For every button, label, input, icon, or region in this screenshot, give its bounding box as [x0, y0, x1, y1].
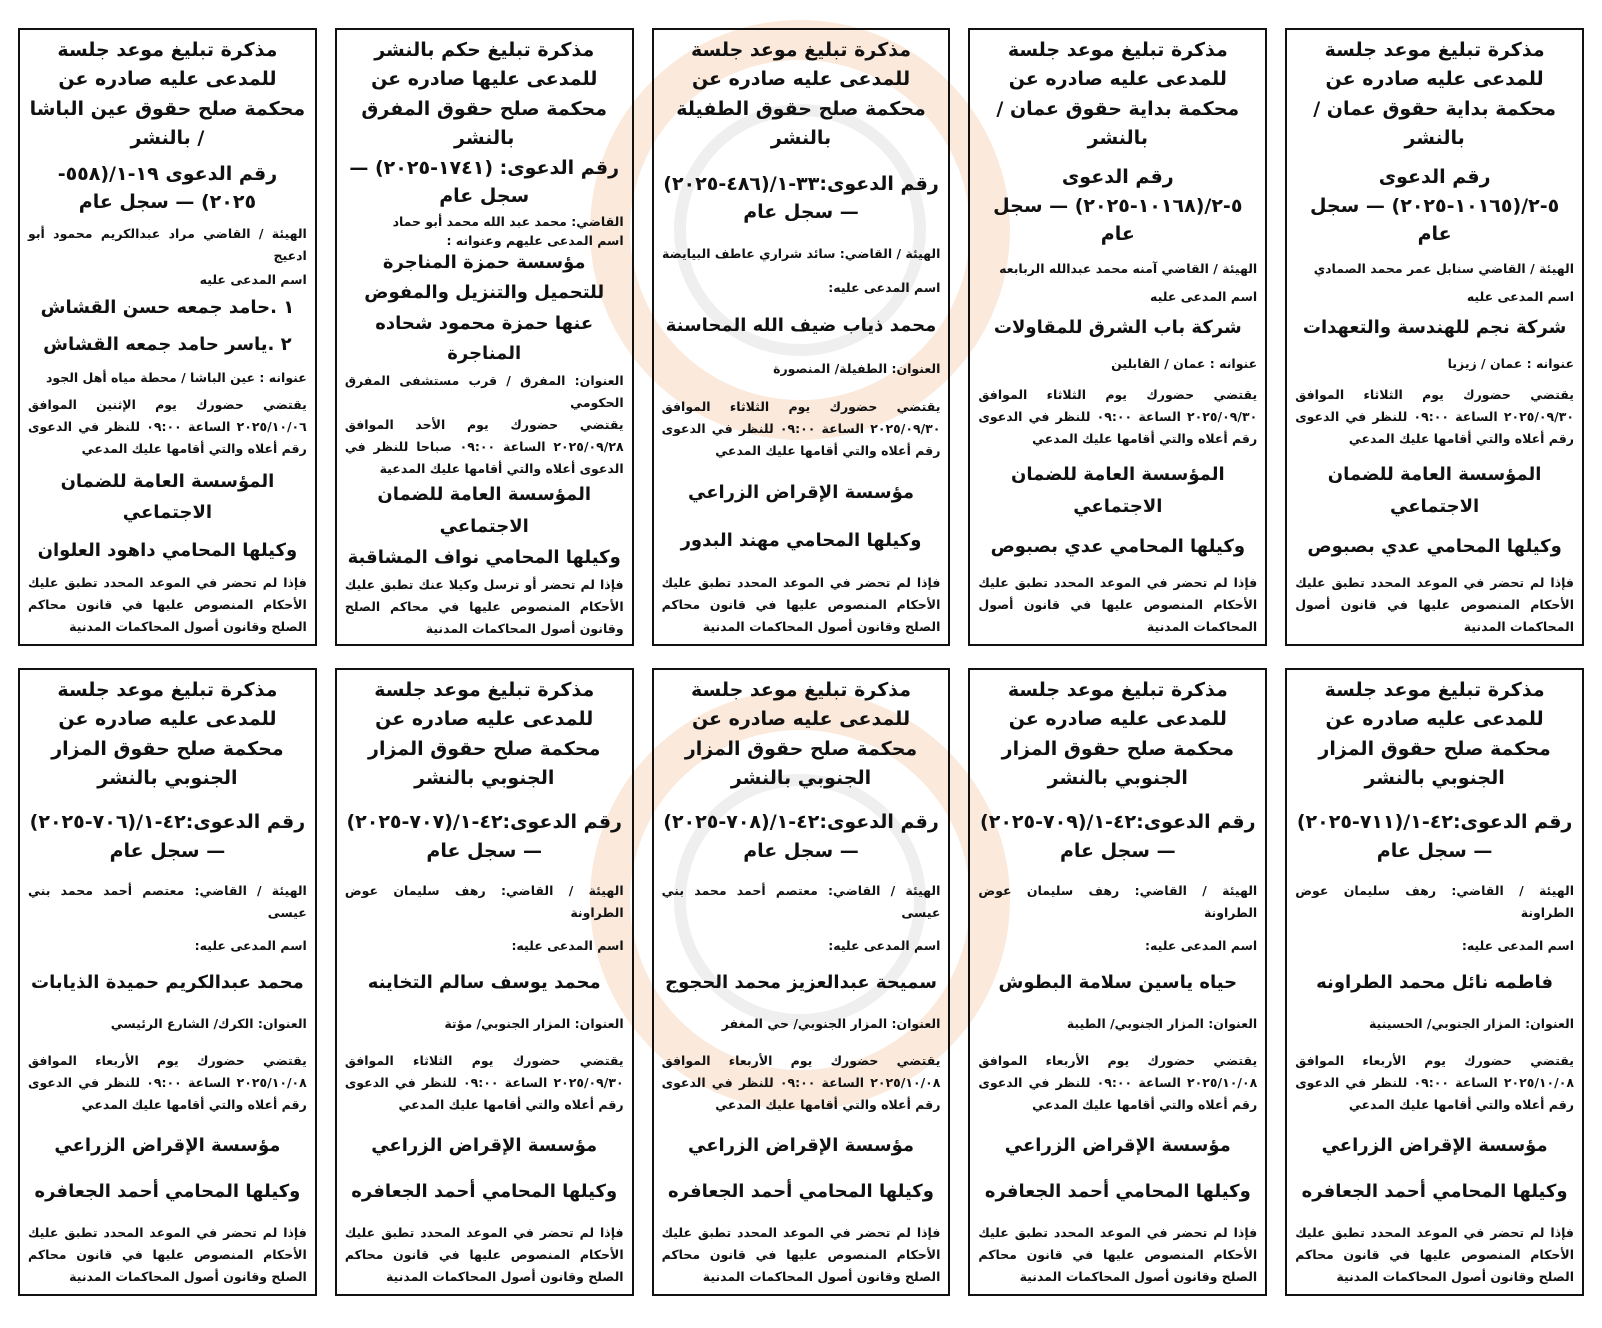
judge: الهيئة / القاضي: سائد شراري عاطف البيايضة — [662, 245, 941, 261]
address: عنوانه : عمان / زيزيا — [1447, 356, 1574, 372]
notice-title: مذكرة تبليغ موعد جلسة للمدعى عليه صادره عن محكمة صلح حقوق المزار الجنوبي بالنشر — [1001, 679, 1234, 790]
lawyer: وكيلها المحامي عدي بصبوص — [990, 536, 1246, 558]
plaintiff: المؤسسة العامة للضمان الاجتماعي — [377, 484, 592, 537]
lawyer: وكيلها المحامي عدي بصبوص — [1307, 536, 1562, 558]
judge: الهيئة / القاضي آمنه محمد عبدالله الربابعه — [999, 260, 1258, 276]
legal-notice — [652, 668, 951, 1296]
address: العنوان: المزار الجنوبي/ الحسينية — [1368, 1016, 1574, 1032]
judge: الهيئة / القاضي: رهف سليمان عوض الطراونة — [1295, 883, 1574, 920]
defendant-label: اسم المدعى عليهم وعنوانه : — [446, 232, 624, 248]
summons-text: يقتضي حضورك يوم الأحد الموافق ٢٠٢٥/٠٩/٢٨ الساعة ٠٩:٠٠ صباحا للنظر في الدعوى أعلاه والتي أقامها عليك المدعية — [344, 416, 624, 476]
plaintiff: مؤسسة الإقراض الزراعي — [688, 482, 915, 504]
case-number: رقم الدعوى:٤٢-١/(٧٠٩-٢٠٢٥) — سجل عام — [980, 811, 1256, 862]
notice-title: مذكرة تبليغ موعد جلسة للمدعى عليه صادره عن محكمة صلح حقوق عين الباشا / بالنشر — [29, 39, 306, 150]
defendant-label: اسم المدعى عليه: — [828, 938, 941, 954]
case-number: رقم الدعوى ٥-٢/(١٠١٦٥-٢٠٢٥) — سجل عام — [1309, 166, 1560, 246]
notice-title: مذكرة تبليغ موعد جلسة للمدعى عليه صادره عن محكمة بداية حقوق عمان / بالنشر — [1313, 39, 1556, 150]
notice-title: مذكرة تبليغ حكم بالنشر للمدعى عليها صادره عن محكمة صلح حقوق المفرق بالنشر — [361, 39, 607, 150]
defendant-name: محمد ذياب ضيف الله المحاسنة — [665, 315, 937, 337]
summons-text: يقتضي حضورك يوم الثلاثاء الموافق ٢٠٢٥/٠٩/٣٠ الساعة ٠٩:٠٠ للنظر في الدعوى رقم أعلاه والتي أقامها عليك المدعي — [661, 398, 941, 458]
judge: الهيئة / القاضي: معتصم أحمد محمد بني عيسى — [28, 883, 307, 920]
notice-title: مذكرة تبليغ موعد جلسة للمدعى عليه صادره عن محكمة صلح حقوق المزار الجنوبي بالنشر — [684, 679, 918, 790]
legal-notice — [1285, 28, 1584, 646]
defendant-label: اسم المدعى عليه: — [828, 280, 941, 296]
footer-warning: فإذا لم تحضر في الموعد المحدد تطبق عليك الأحكام المنصوص عليها في قانون محاكم الصلح وقانون أصول المحاكمات المدنية — [978, 1225, 1258, 1285]
notices-grid — [18, 28, 1584, 1296]
judge: الهيئة / القاضي سنابل عمر محمد الصمادي — [1313, 260, 1574, 276]
judge: الهيئة / القاضي مراد عبدالكريم محمود أبو ادعيج — [28, 225, 307, 263]
lawyer: وكيلها المحامي أحمد الجعافره — [668, 1181, 934, 1203]
case-number: رقم الدعوى:٤٢-١/(٧١١-٢٠٢٥) — سجل عام — [1296, 811, 1573, 862]
defendant-label: اسم المدعى عليه: — [194, 938, 307, 954]
defendant-name: شركة نجم للهندسة والتعهدات — [1302, 317, 1567, 339]
case-number: رقم الدعوى ١٩-١/(٥٥٨- ٢٠٢٥) — سجل عام — [57, 162, 278, 214]
footer-warning: فإذا لم تحضر في الموعد المحدد تطبق عليك الأحكام المنصوص عليها في قانون محاكم الصلح وقانون أصول المحاكمات المدنية — [661, 1225, 941, 1285]
summons-text: يقتضي حضورك يوم الأربعاء الموافق ٢٠٢٥/١٠/٠٨ الساعة ٠٩:٠٠ للنظر في الدعوى رقم أعلاه والتي أقامها عليك المدعي — [1295, 1052, 1574, 1112]
footer-warning: فإذا لم تحضر في الموعد المحدد تطبق عليك الأحكام المنصوص عليها في قانون محاكم الصلح وقانون أصول المحاكمات المدنية — [1295, 1225, 1574, 1285]
lawyer: وكيلها المحامي داهود العلوان — [37, 539, 298, 561]
lawyer: وكيلها المحامي أحمد الجعافره — [351, 1181, 618, 1203]
footer-warning: فإذا لم تحضر أو ترسل وكيلا عنك تطبق عليك الأحكام المنصوص عليها في محاكم الصلح وقانون أصول المحاكمات المدنية — [344, 576, 624, 636]
defendant-name: فاطمه نائل محمد الطراونه — [1316, 972, 1554, 994]
defendant-name: محمد عبدالكريم حميدة الذيابات — [31, 972, 304, 994]
summons-text: يقتضي حضورك يوم الثلاثاء الموافق ٢٠٢٥/٠٩/٣٠ الساعة ٠٩:٠٠ للنظر في الدعوى رقم أعلاه والتي أقامها عليك المدعي — [344, 1052, 624, 1112]
defendant-name: سميحة عبدالعزيز محمد الحجوج — [665, 972, 937, 994]
address: العنوان: المفرق / قرب مستشفى المفرق الحكومي — [344, 373, 624, 410]
address: العنوان: المزار الجنوبي/ الطيبة — [1066, 1016, 1258, 1032]
address: العنوان: الكرك/ الشارع الرئيسي — [110, 1016, 307, 1032]
defendant-name: ١ .حامد جمعه حسن القشاش — [40, 297, 295, 319]
defendant-label: اسم المدعى عليه — [199, 272, 307, 288]
notice-title: مذكرة تبليغ موعد جلسة للمدعى عليه صادره عن محكمة بداية حقوق عمان / بالنشر — [996, 39, 1240, 150]
lawyer: وكيلها المحامي أحمد الجعافره — [34, 1181, 301, 1203]
case-number: رقم الدعوى: (١٧٤١-٢٠٢٥) — سجل عام — [349, 156, 620, 208]
address: العنوان: المزار الجنوبي/ حي المغفر — [721, 1016, 941, 1032]
case-number: رقم الدعوى:٤٢-١/(٧٠٦-٢٠٢٥) — سجل عام — [29, 811, 306, 862]
plaintiff: مؤسسة الإقراض الزراعي — [1321, 1135, 1548, 1157]
defendant-label: اسم المدعى عليه — [1466, 288, 1574, 304]
summons-text: يقتضي حضورك يوم الأربعاء الموافق ٢٠٢٥/١٠/٠٨ الساعة ٠٩:٠٠ للنظر في الدعوى رقم أعلاه والتي أقامها عليك المدعي — [978, 1052, 1258, 1112]
legal-notice — [18, 28, 317, 646]
address: عنوانه : عين الباشا / محطة مياه أهل الجود — [45, 369, 307, 385]
defendant-label: اسم المدعى عليه: — [1461, 938, 1574, 954]
address: العنوان: الطفيلة/ المنصورة — [773, 360, 941, 376]
address: العنوان: المزار الجنوبي/ مؤتة — [444, 1016, 624, 1032]
legal-notice — [968, 668, 1267, 1296]
summons-text: يقتضي حضورك يوم الثلاثاء الموافق ٢٠٢٥/٠٩/٣٠ الساعة ٠٩:٠٠ للنظر في الدعوى رقم أعلاه والتي أقامها عليك المدعي — [978, 387, 1258, 447]
footer-warning: فإذا لم تحضر في الموعد المحدد تطبق عليك الأحكام المنصوص عليها في قانون محاكم الصلح وقانون أصول المحاكمات المدنية — [28, 1225, 307, 1285]
plaintiff: مؤسسة الإقراض الزراعي — [1004, 1135, 1231, 1157]
legal-notice — [1285, 668, 1584, 1296]
summons-text: يقتضي حضورك يوم الثلاثاء الموافق ٢٠٢٥/٠٩/٣٠ الساعة ٠٩:٠٠ للنظر في الدعوى رقم أعلاه والتي أقامها عليك المدعي — [1295, 387, 1574, 447]
case-number: رقم الدعوى:٤٢-١/(٧٠٧-٢٠٢٥) — سجل عام — [346, 811, 622, 862]
plaintiff: المؤسسة العامة للضمان الاجتماعي — [60, 470, 275, 524]
legal-notice — [335, 28, 634, 646]
plaintiff: مؤسسة الإقراض الزراعي — [371, 1135, 598, 1157]
judge: القاضي: محمد عبد الله محمد أبو حماد — [392, 213, 624, 229]
lawyer: وكيلها المحامي مهند البدور — [680, 529, 922, 551]
notice-title: مذكرة تبليغ موعد جلسة للمدعى عليه صادره عن محكمة صلح حقوق المزار الجنوبي بالنشر — [368, 679, 601, 790]
defendant-name: مؤسسة حمزة المناجرة للتحميل والتنزيل والمفوض عنها حمزة محمود شحاده المناجرة — [364, 251, 605, 365]
plaintiff: المؤسسة العامة للضمان الاجتماعي — [1327, 464, 1542, 517]
judge: الهيئة / القاضي: معتصم أحمد محمد بني عيسى — [661, 883, 941, 920]
case-number: رقم الدعوى:٣٣-١/(٤٨٦-٢٠٢٥) — سجل عام — [663, 172, 939, 224]
plaintiff: مؤسسة الإقراض الزراعي — [54, 1135, 281, 1157]
defendant-name: محمد يوسف سالم التخاينه — [367, 972, 601, 994]
defendant-label: اسم المدعى عليه: — [511, 938, 624, 954]
legal-notice — [652, 28, 951, 646]
legal-notice — [335, 668, 634, 1296]
address: عنوانه : عمان / القابلين — [1111, 356, 1258, 372]
defendant-label: اسم المدعى عليه: — [1145, 938, 1258, 954]
footer-warning: فإذا لم تحضر في الموعد المحدد تطبق عليك الأحكام المنصوص عليها في قانون أصول المحاكمات المدنية — [1295, 575, 1574, 634]
notice-title: مذكرة تبليغ موعد جلسة للمدعى عليه صادره عن محكمة صلح حقوق المزار الجنوبي بالنشر — [1318, 679, 1551, 790]
judge: الهيئة / القاضي: رهف سليمان عوض الطراونة — [978, 883, 1258, 920]
footer-warning: فإذا لم تحضر في الموعد المحدد تطبق عليك الأحكام المنصوص عليها في قانون محاكم الصلح وقانون أصول المحاكمات المدنية — [28, 575, 307, 635]
case-number: رقم الدعوى ٥-٢/(١٠١٦٨-٢٠٢٥) — سجل عام — [993, 166, 1243, 246]
lawyer: وكيلها المحامي أحمد الجعافره — [984, 1181, 1251, 1203]
summons-text: يقتضي حضورك يوم الإثنين الموافق ٢٠٢٥/١٠/٠٦ الساعة ٠٩:٠٠ للنظر في الدعوى رقم أعلاه والتي أقامها عليك المدعي — [28, 397, 307, 457]
summons-text: يقتضي حضورك يوم الأربعاء الموافق ٢٠٢٥/١٠/٠٨ الساعة ٠٩:٠٠ للنظر في الدعوى رقم أعلاه والتي أقامها عليك المدعي — [28, 1052, 307, 1112]
lawyer: وكيلها المحامي أحمد الجعافره — [1301, 1181, 1568, 1203]
summons-text: يقتضي حضورك يوم الأربعاء الموافق ٢٠٢٥/١٠/٠٨ الساعة ٠٩:٠٠ للنظر في الدعوى رقم أعلاه والتي أقامها عليك المدعي — [661, 1052, 941, 1112]
judge: الهيئة / القاضي: رهف سليمان عوض الطراونة — [344, 883, 624, 920]
notice-title: مذكرة تبليغ موعد جلسة للمدعى عليه صادره عن محكمة صلح حقوق الطفيلة بالنشر — [676, 39, 926, 150]
defendant-label: اسم المدعى عليه — [1150, 288, 1258, 304]
plaintiff: المؤسسة العامة للضمان الاجتماعي — [1010, 464, 1225, 517]
defendant-name: شركة باب الشرق للمقاولات — [993, 317, 1242, 339]
defendant-name: حياه ياسين سلامة البطوش — [998, 972, 1238, 994]
notice-title: مذكرة تبليغ موعد جلسة للمدعى عليه صادره عن محكمة صلح حقوق المزار الجنوبي بالنشر — [51, 679, 284, 790]
legal-notice — [18, 668, 317, 1296]
legal-notice — [968, 28, 1267, 646]
footer-warning: فإذا لم تحضر في الموعد المحدد تطبق عليك الأحكام المنصوص عليها في قانون أصول المحاكمات المدنية — [978, 575, 1258, 634]
defendant-name: ٢ .ياسر حامد جمعه القشاش — [43, 333, 292, 355]
footer-warning: فإذا لم تحضر في الموعد المحدد تطبق عليك الأحكام المنصوص عليها في قانون محاكم الصلح وقانون أصول المحاكمات المدنية — [344, 1225, 624, 1285]
plaintiff: مؤسسة الإقراض الزراعي — [688, 1135, 915, 1157]
footer-warning: فإذا لم تحضر في الموعد المحدد تطبق عليك الأحكام المنصوص عليها في قانون محاكم الصلح وقانون أصول المحاكمات المدنية — [661, 575, 941, 635]
lawyer: وكيلها المحامي نواف المشاقبة — [347, 547, 621, 569]
case-number: رقم الدعوى:٤٢-١/(٧٠٨-٢٠٢٥) — سجل عام — [663, 811, 939, 862]
